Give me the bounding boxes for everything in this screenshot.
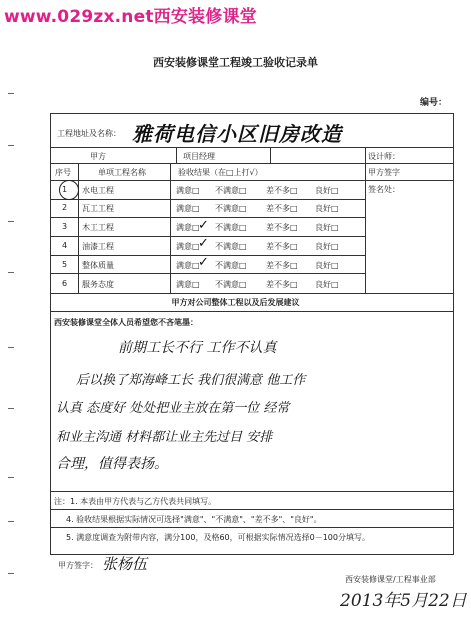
row-number: 4 xyxy=(62,241,68,250)
party-a-label: 甲方 xyxy=(90,152,106,161)
note-line: 注：1. 本表由甲方代表与乙方代表共同填写。 xyxy=(54,497,217,506)
option-unsatisfied: 不满意□ xyxy=(215,204,247,213)
option-unsatisfied: 不满意□ xyxy=(215,280,247,289)
row-item-name: 水电工程 xyxy=(82,186,114,195)
row-item-name: 油漆工程 xyxy=(82,242,114,251)
row-item-name: 服务态度 xyxy=(82,280,114,289)
option-so-so: 差不多□ xyxy=(266,186,298,195)
site-watermark: www.029zx.net西安装修课堂 xyxy=(4,7,257,27)
option-good: 良好□ xyxy=(315,242,339,251)
option-so-so: 差不多□ xyxy=(266,242,298,251)
party-a-signature: 张杨伍 xyxy=(102,555,148,573)
serial-label: 编号： xyxy=(420,98,448,108)
option-satisfied: 满意□ xyxy=(176,261,200,270)
margin-mark xyxy=(8,93,14,94)
item-header: 单项工程名称 xyxy=(98,168,146,177)
seq-header: 序号 xyxy=(55,168,71,177)
handwriting-line: 前期工长不行 工作不认真 xyxy=(118,340,277,356)
pm-label: 项目经理 xyxy=(183,152,215,161)
company-name: 西安装修课堂/工程事业部 xyxy=(345,575,436,584)
sign-date: 2013年5月22日 xyxy=(340,591,467,611)
handwriting-line: 认真 态度好 处处把业主放在第一位 经常 xyxy=(56,401,290,416)
row-number: 1 xyxy=(62,185,68,194)
note-line: 4. 验收结果根据实际情况可选择"满意"、"不满意"、"差不多"、"良好"。 xyxy=(66,515,322,524)
note-line: 5. 满意度调查为附带内容，满分100，及格60，可根据实际情况选择0－100分填写。 xyxy=(66,533,370,542)
option-so-so: 差不多□ xyxy=(266,223,298,232)
row-item-name: 瓦工工程 xyxy=(82,204,114,213)
margin-mark xyxy=(8,408,14,409)
option-satisfied: 满意□ xyxy=(176,186,200,195)
row-number: 6 xyxy=(62,279,68,288)
option-good: 良好□ xyxy=(315,223,339,232)
option-good: 良好□ xyxy=(315,261,339,270)
handwriting-line: 合理，值得表扬。 xyxy=(56,456,168,472)
sign-header: 甲方签字 xyxy=(368,168,400,177)
row-number: 5 xyxy=(62,260,68,269)
option-good: 良好□ xyxy=(315,280,339,289)
section-title: 甲方对公司整体工程以及后发展建议 xyxy=(171,298,300,307)
margin-mark xyxy=(8,347,14,348)
document-title: 西安装修课堂工程竣工验收记录单 xyxy=(153,56,318,69)
option-satisfied: 满意□ xyxy=(176,280,200,289)
margin-mark xyxy=(8,145,14,146)
opinion-label: 西安装修课堂全体人员希望您不吝笔墨： xyxy=(54,318,198,327)
check-mark-icon: ✓ xyxy=(198,218,209,233)
option-unsatisfied: 不满意□ xyxy=(215,261,247,270)
margin-mark xyxy=(8,573,14,574)
margin-mark xyxy=(8,272,14,273)
margin-mark xyxy=(8,521,14,522)
row-item-name: 整体质量 xyxy=(82,261,114,270)
designer-label: 设计师： xyxy=(368,152,400,161)
option-so-so: 差不多□ xyxy=(266,204,298,213)
handwriting-line: 和业主沟通 材料都让业主先过目 安排 xyxy=(56,430,273,445)
option-satisfied: 满意□ xyxy=(176,204,200,213)
result-header: 验收结果（在□上打√） xyxy=(178,168,263,177)
row-item-name: 木工工程 xyxy=(82,223,114,232)
address-value: 雅荷电信小区旧房改造 xyxy=(132,122,342,146)
option-good: 良好□ xyxy=(315,204,339,213)
sign-place-label: 签名处： xyxy=(368,185,400,194)
row-number: 3 xyxy=(62,222,68,231)
option-unsatisfied: 不满意□ xyxy=(215,186,247,195)
option-satisfied: 满意□ xyxy=(176,223,200,232)
option-satisfied: 满意□ xyxy=(176,242,200,251)
handwriting-line: 后以换了郑海峰工长 我们很满意 他工作 xyxy=(76,373,306,388)
address-label: 工程地址及名称： xyxy=(57,129,121,138)
check-mark-icon: ✓ xyxy=(198,236,209,251)
option-so-so: 差不多□ xyxy=(266,261,298,270)
check-mark-icon: ✓ xyxy=(198,255,209,270)
option-unsatisfied: 不满意□ xyxy=(215,223,247,232)
row-number: 2 xyxy=(62,203,68,212)
party-a-sign-label: 甲方签字： xyxy=(58,561,98,570)
margin-mark xyxy=(8,477,14,478)
margin-mark xyxy=(8,221,14,222)
option-unsatisfied: 不满意□ xyxy=(215,242,247,251)
option-good: 良好□ xyxy=(315,186,339,195)
option-so-so: 差不多□ xyxy=(266,280,298,289)
